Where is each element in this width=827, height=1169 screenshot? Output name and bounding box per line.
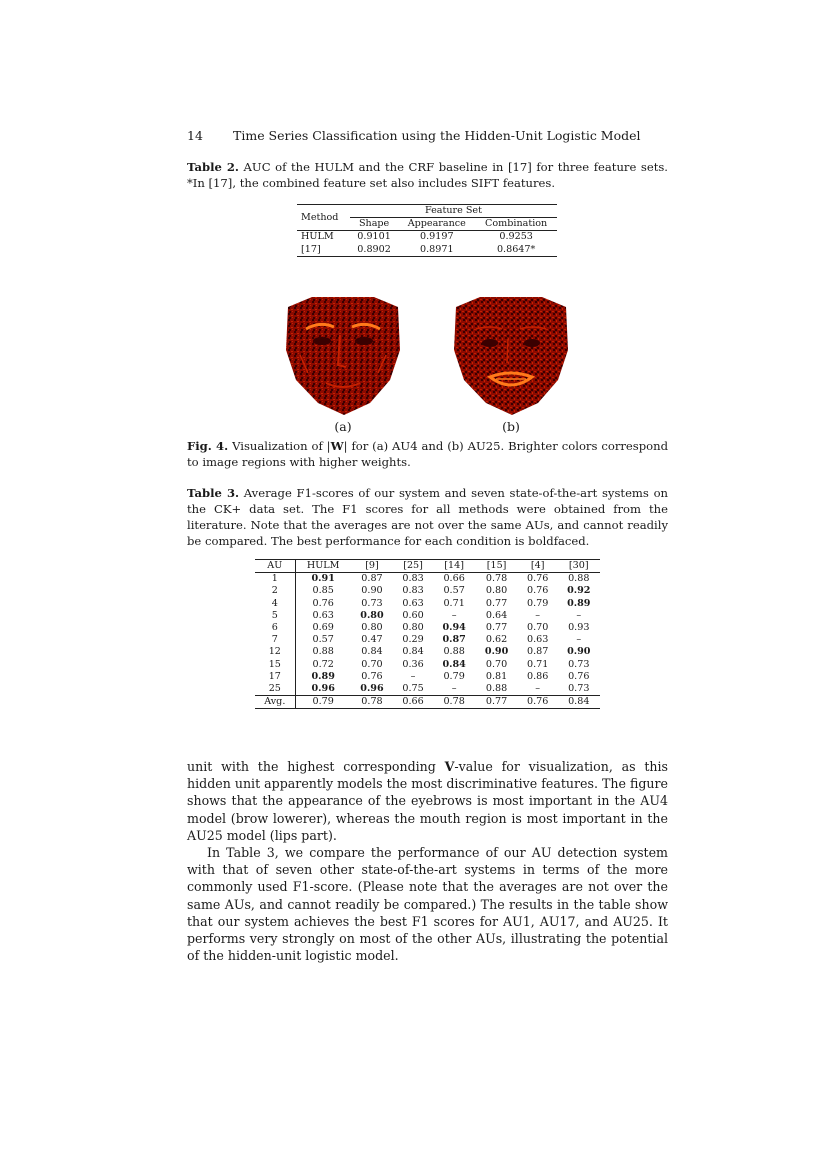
- table-row: [255, 634, 600, 646]
- table3-au-cell: 12: [255, 646, 295, 658]
- table3-cell: 0.79: [526, 597, 549, 609]
- table3-cell: 0.87: [442, 634, 466, 646]
- table2-method-header: Method: [297, 205, 350, 231]
- table3-cell: 0.87: [526, 646, 549, 658]
- figure4-caption-bold: W: [330, 439, 344, 453]
- table2-cell: 0.9197: [419, 231, 454, 243]
- table3-cell: 0.88: [312, 646, 334, 658]
- table3-cell: 0.88: [485, 683, 508, 695]
- table3-au-cell: 5: [255, 610, 295, 622]
- table3-header: [14]: [433, 560, 475, 573]
- table-row: [255, 683, 600, 696]
- table3-cell: –: [410, 670, 416, 682]
- table3-cell: 0.89: [567, 597, 591, 609]
- table3-cell: 0.63: [526, 634, 549, 646]
- table3-body: [255, 573, 600, 709]
- table3-cell: 0.80: [402, 622, 424, 634]
- table3-cell: 0.77: [475, 696, 517, 709]
- table3-cell: 0.73: [568, 658, 590, 670]
- table-row: [255, 646, 600, 658]
- table3-au-cell: 2: [255, 585, 295, 597]
- table3-cell: 0.63: [312, 609, 334, 621]
- table2-method: HULM: [301, 231, 334, 243]
- body-text: [187, 758, 668, 964]
- table-row: [255, 573, 600, 586]
- table3-cell: –: [451, 609, 457, 621]
- table3-cell: 0.79: [443, 670, 465, 682]
- table3-cell: 0.93: [568, 622, 590, 634]
- table3-cell: 0.90: [484, 646, 509, 658]
- table3-cell: 0.76: [526, 573, 549, 585]
- table2-caption-label: Table 2.: [187, 160, 239, 174]
- table3-cell: 0.87: [361, 573, 383, 585]
- table2: [297, 204, 557, 257]
- table3-header: HULM: [295, 560, 351, 573]
- table3-au-cell: Avg.: [255, 696, 295, 709]
- table3-cell: 0.86: [526, 670, 549, 682]
- table3-cell: –: [535, 609, 541, 621]
- figure4-caption: [187, 438, 668, 470]
- table3-au-cell: 4: [255, 598, 295, 610]
- paragraph-1: [187, 758, 668, 844]
- table3-header: [30]: [558, 560, 600, 573]
- table3-cell: 0.76: [526, 585, 549, 597]
- table3-cell: 0.79: [295, 696, 351, 709]
- table3-au-cell: 1: [255, 573, 295, 586]
- figure4-images: [282, 295, 582, 434]
- table3-cell: 0.76: [312, 597, 334, 609]
- table3-cell: 0.84: [402, 646, 424, 658]
- paragraph-1-pre: unit with the highest corresponding: [187, 759, 445, 774]
- table3-cell: 0.92: [567, 585, 591, 597]
- table3-header: [25]: [393, 560, 433, 573]
- table3-cell: 0.76: [568, 670, 590, 682]
- table3-cell: 0.77: [485, 597, 508, 609]
- table3-cell: 0.29: [402, 634, 424, 646]
- table3-cell: 0.70: [485, 658, 508, 670]
- table3-cell: 0.90: [567, 646, 591, 658]
- table2-col-header: Combination: [475, 218, 557, 231]
- table3-cell: 0.83: [402, 573, 424, 585]
- table3-header: AU: [255, 560, 295, 573]
- table3-cell: 0.64: [485, 609, 508, 621]
- running-title: Time Series Classification using the Hidden-Unit Logistic Model: [233, 128, 641, 143]
- table3-cell: 0.80: [360, 609, 384, 621]
- table-row: [255, 598, 600, 610]
- table2-cell: 0.9253: [499, 231, 533, 243]
- table3-cell: –: [451, 683, 457, 695]
- table3-cell: 0.57: [443, 585, 465, 597]
- table3-cell: –: [576, 609, 582, 621]
- table3-cell: –: [576, 634, 582, 646]
- table2-group-header: Feature Set: [350, 205, 557, 218]
- subfigure-label-b: (b): [502, 419, 520, 434]
- table3-cell: 0.88: [443, 646, 465, 658]
- table3-cell: –: [535, 683, 541, 695]
- table2-col-header: Appearance: [398, 218, 475, 231]
- table3-header: [9]: [351, 560, 393, 573]
- table-row: [255, 585, 600, 597]
- table3-cell: 0.83: [402, 585, 424, 597]
- table-row: [255, 671, 600, 683]
- table2-cell: 0.8971: [398, 244, 475, 257]
- table2-col-header: Shape: [350, 218, 398, 231]
- table3-cell: 0.73: [568, 683, 590, 695]
- table3-cell: 0.69: [312, 622, 334, 634]
- table3: [255, 559, 600, 709]
- table3-cell: 0.78: [485, 573, 508, 585]
- table3-cell: 0.57: [312, 634, 334, 646]
- table2-method: [17]: [297, 244, 350, 257]
- table3-cell: 0.84: [558, 696, 600, 709]
- table3-cell: 0.70: [526, 622, 549, 634]
- figure4-caption-pre: Visualization of |: [232, 439, 331, 453]
- face-heatmap-a: [282, 295, 404, 417]
- table3-au-cell: 17: [255, 671, 295, 683]
- table3-cell: 0.70: [361, 658, 383, 670]
- table3-caption: [187, 485, 668, 549]
- table3-cell: 0.89: [311, 670, 335, 682]
- table3-cell: 0.81: [485, 670, 508, 682]
- table3-caption-label: Table 3.: [187, 486, 240, 500]
- table3-cell: 0.76: [518, 696, 558, 709]
- table3-au-cell: 25: [255, 683, 295, 696]
- table3-cell: 0.80: [485, 585, 508, 597]
- table3-header: [15]: [475, 560, 517, 573]
- figure4-caption-label: Fig. 4.: [187, 439, 229, 453]
- table3-cell: 0.90: [361, 585, 383, 597]
- table3-cell: 0.71: [443, 597, 465, 609]
- table3-cell: 0.63: [402, 597, 424, 609]
- table3-au-cell: 15: [255, 659, 295, 671]
- table-row: [255, 622, 600, 634]
- table3-cell: 0.75: [402, 683, 424, 695]
- table3-cell: 0.94: [442, 622, 466, 634]
- table3-au-cell: 7: [255, 634, 295, 646]
- running-header: [187, 128, 668, 143]
- face-heatmap-b: [450, 295, 572, 417]
- table3-cell: 0.84: [361, 646, 383, 658]
- table2-cell: 0.9101: [357, 231, 391, 243]
- table-row: [255, 659, 600, 671]
- subfigure-label-a: (a): [334, 419, 352, 434]
- table3-cell: 0.91: [311, 573, 335, 585]
- paragraph-1-post: -value for visualization, as this hidden unit apparently models the most discriminative features. The figure shows that the appearance of the eyebrows is most important in the AU4 model (brow lowerer), whereas the mouth region is most important in the AU25 model (lips part).: [187, 759, 668, 843]
- figure4-caption-post: | for (a) AU4 and (b) AU25. Brighter colors correspond to image regions with higher weights.: [187, 439, 668, 469]
- table3-cell: 0.96: [360, 683, 384, 695]
- paragraph-1-bold: V: [444, 759, 455, 774]
- table2-cell: 0.8647*: [475, 244, 557, 257]
- paragraph-2: In Table 3, we compare the performance of our AU detection system with that of seven other state-of-the-art systems in terms of the more commonly used F1-score. (Please note that the averages are not over the same AUs, and cannot readily be compared.) The results in the table show that our system achieves the best F1 scores for AU1, AU17, and AU25. It performs very strongly on most of the other AUs, illustrating the potential of the hidden-unit logistic model.: [187, 845, 668, 964]
- table3-cell: 0.60: [402, 609, 424, 621]
- table3-cell: 0.76: [361, 670, 383, 682]
- table3-cell: 0.36: [402, 658, 424, 670]
- table3-cell: 0.62: [485, 634, 508, 646]
- table2-caption-text: AUC of the HULM and the CRF baseline in [17] for three feature sets. *In [17], the combined feature set also includes SIFT features.: [187, 160, 668, 190]
- table3-cell: 0.72: [312, 658, 334, 670]
- table-row: [255, 610, 600, 622]
- table3-cell: 0.73: [361, 597, 383, 609]
- table3-cell: 0.96: [311, 683, 335, 695]
- table3-cell: 0.77: [485, 622, 508, 634]
- table3-caption-text: Average F1-scores of our system and seven state-of-the-art systems on the CK+ data set. The F1 scores for all methods were obtained from the literature. Note that the averages are not over the same AUs, and cannot readily be compared. The best performance for each condition is boldfaced.: [187, 486, 669, 548]
- table3-cell: 0.47: [361, 634, 383, 646]
- table3-cell: 0.78: [351, 696, 393, 709]
- table2-cell: 0.8902: [350, 244, 398, 257]
- table3-cell: 0.84: [442, 658, 466, 670]
- table2-caption: [187, 159, 668, 191]
- table3-cell: 0.85: [312, 585, 334, 597]
- table3-header: [4]: [518, 560, 558, 573]
- table3-cell: 0.80: [361, 622, 383, 634]
- table3-au-cell: 6: [255, 622, 295, 634]
- table3-cell: 0.66: [393, 696, 433, 709]
- table3-cell: 0.88: [568, 573, 590, 585]
- table3-cell: 0.71: [526, 658, 549, 670]
- table3-avg-row: [255, 696, 600, 709]
- page-number: 14: [187, 128, 203, 143]
- table3-cell: 0.78: [433, 696, 475, 709]
- table3-cell: 0.66: [443, 573, 465, 585]
